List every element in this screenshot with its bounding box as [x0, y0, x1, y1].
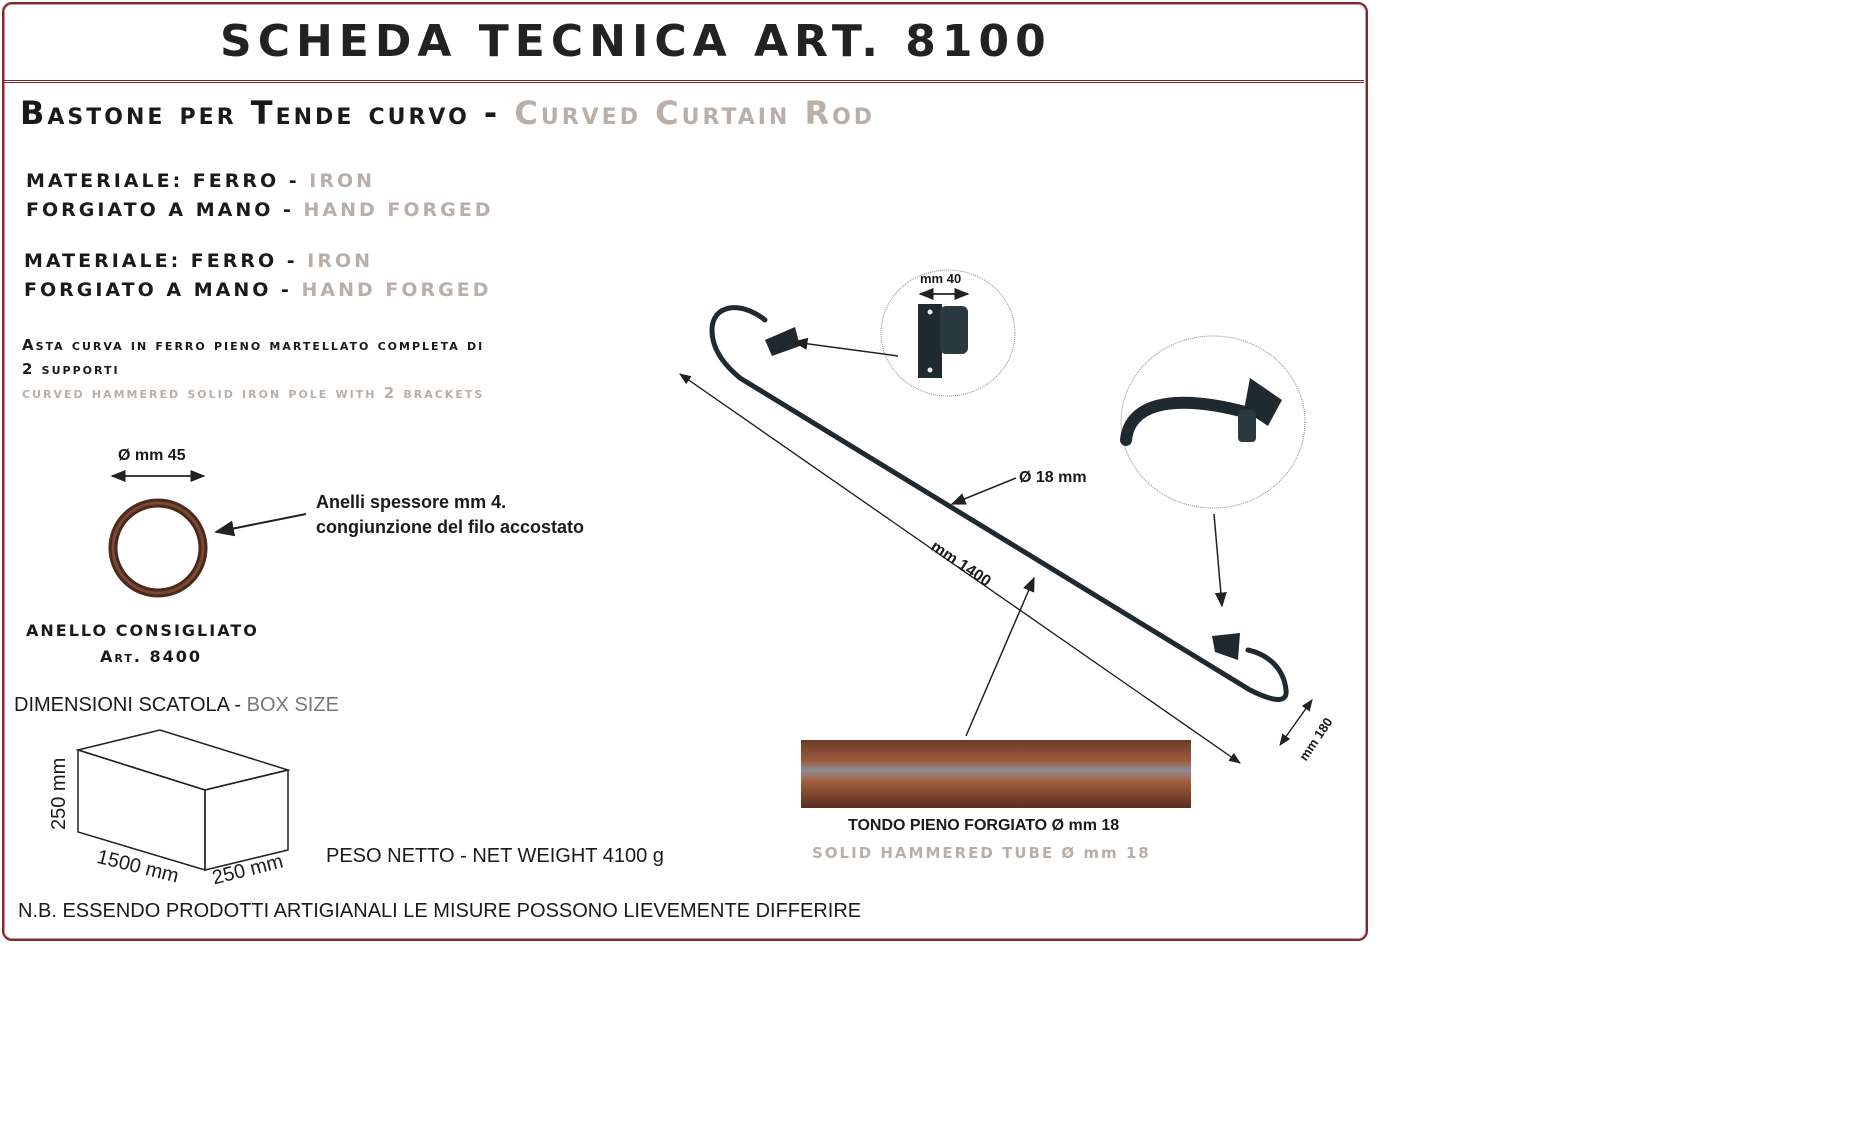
- diameter-pointer-arrow: [952, 478, 1016, 504]
- ring-note-line1: Anelli spessore mm 4.: [316, 492, 507, 512]
- box-size-title: DIMENSIONI SCATOLA - BOX SIZE: [14, 694, 339, 716]
- box-depth-label: 250 mm: [210, 850, 286, 890]
- bracket-detail-icon: [881, 270, 1015, 396]
- ring-note-line2: congiunzione del filo accostato: [316, 517, 585, 537]
- description-en: curved hammered solid iron pole with 2 brackets: [22, 384, 485, 402]
- footer-note: N.B. ESSENDO PRODOTTI ARTIGIANALI LE MISURE POSSONO LIEVEMENTE DIFFERIRE: [18, 900, 862, 922]
- hook-detail-icon: [1121, 336, 1305, 508]
- ring-article: Art. 8400: [100, 647, 203, 666]
- spec-material-2: MATERIALE: FERRO - IRON: [24, 250, 374, 272]
- curtain-rod-icon: [712, 308, 1286, 700]
- tube-pointer-arrow: [966, 578, 1034, 736]
- ring-note-arrow: [216, 514, 306, 532]
- ring-name: ANELLO CONSIGLIATO: [26, 621, 259, 640]
- subtitle-separator: -: [469, 94, 515, 132]
- subtitle-it: Bastone per Tende curvo: [20, 94, 470, 132]
- description-line1: Asta curva in ferro pieno martellato completa di: [22, 336, 485, 354]
- tube-photo: [801, 740, 1191, 808]
- spec-forged-2: FORGIATO A MANO - HAND FORGED: [24, 279, 492, 301]
- hook-size-label: mm 180: [1296, 714, 1336, 764]
- spec-material-1: MATERIALE: FERRO - IRON: [26, 170, 376, 192]
- net-weight: PESO NETTO - NET WEIGHT 4100 g: [326, 845, 664, 867]
- box-length-label: 1500 mm: [94, 846, 181, 888]
- tube-label-it: TONDO PIENO FORGIATO Ø mm 18: [848, 817, 1120, 834]
- box-height-label: 250 mm: [48, 757, 70, 830]
- description-line2: 2 supporti: [22, 360, 120, 378]
- ring-diameter-label: Ø mm 45: [118, 447, 186, 464]
- subtitle-en: Curved Curtain Rod: [514, 94, 876, 132]
- rod-diameter-label: Ø 18 mm: [1019, 469, 1087, 486]
- spec-forged-1: FORGIATO A MANO - HAND FORGED: [26, 199, 494, 221]
- ring-icon: [113, 503, 203, 593]
- rod-length-label: mm 1400: [927, 538, 994, 591]
- bracket-width-label: mm 40: [920, 271, 962, 286]
- page-title: SCHEDA TECNICA ART. 8100: [220, 16, 1052, 67]
- hook-pointer-arrow: [1214, 514, 1222, 606]
- tube-label-en: SOLID HAMMERED TUBE Ø mm 18: [812, 844, 1151, 862]
